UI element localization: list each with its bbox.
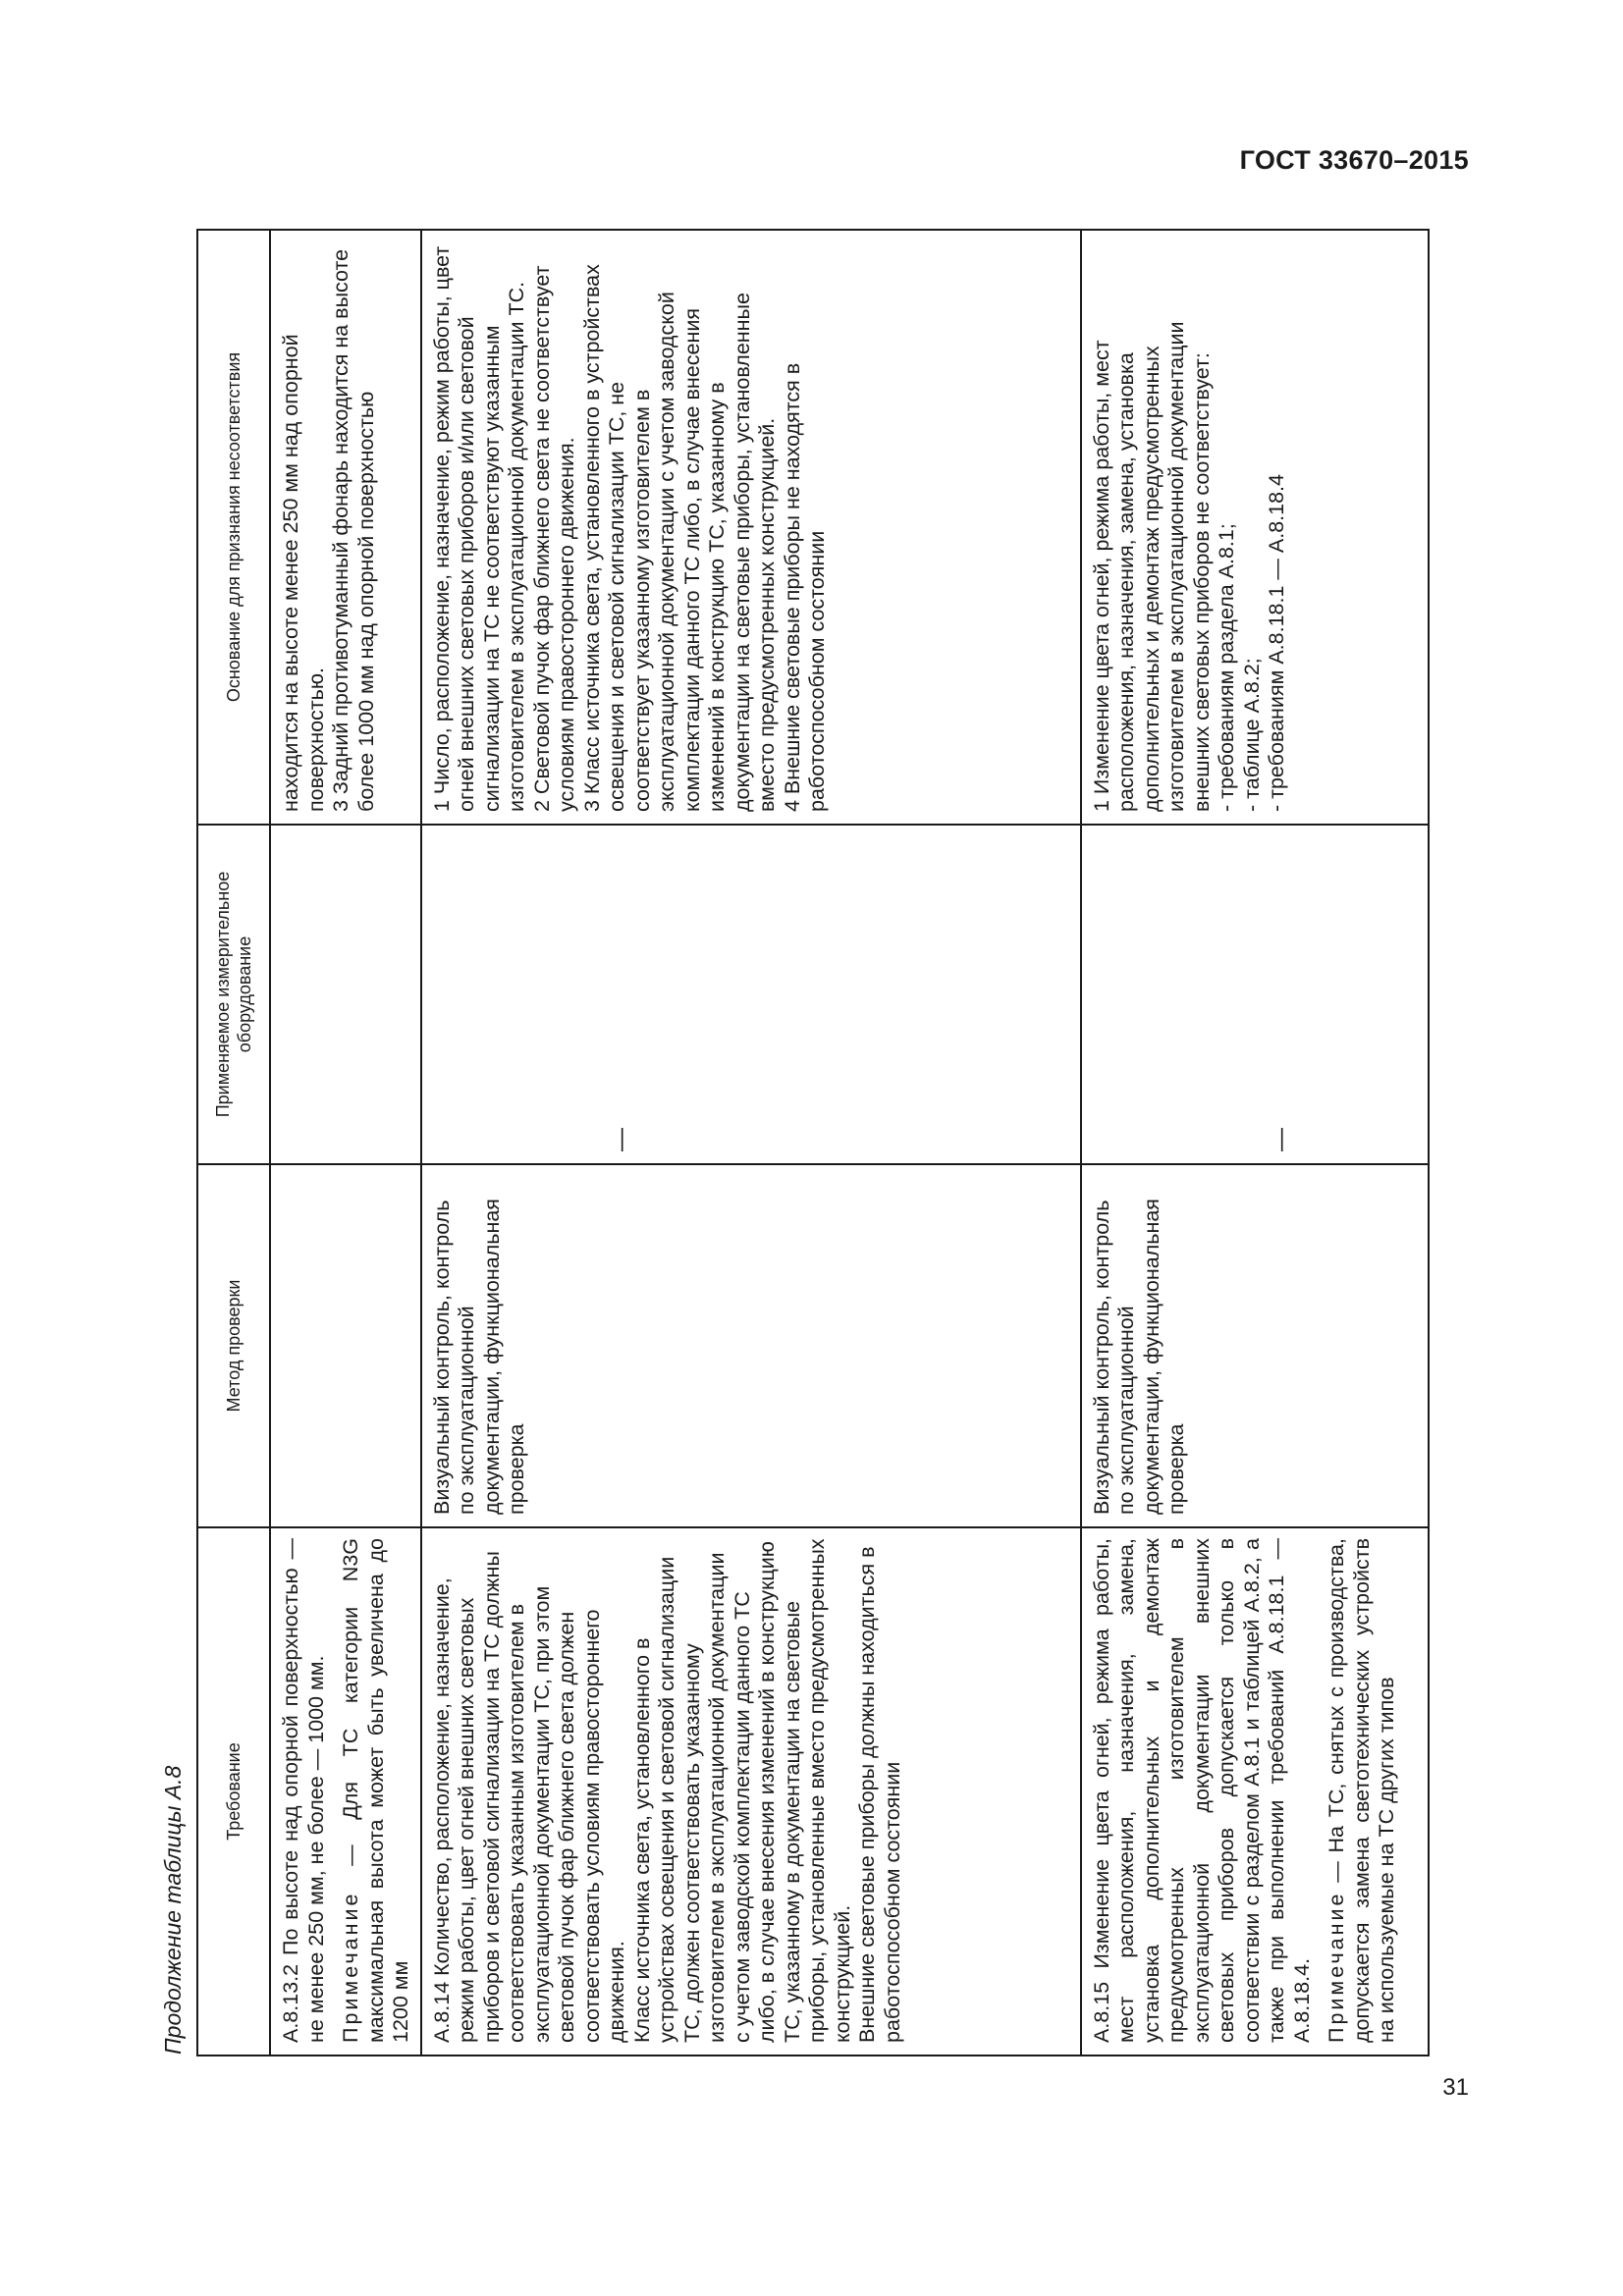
requirements-table bbox=[196, 229, 1430, 2056]
note-label: Примечание bbox=[339, 1891, 362, 2043]
equipment-cell bbox=[270, 825, 421, 1164]
requirement-text: А.8.15 Изменение цвета огней, режима работы, мест расположения, назначения, замена, установка дополнительных и демонтаж предусмотренных изготовителем в эксплуатационной документации внешних световых приборов допускается только в соответствии с разделом А.8.1 и таблицей А.8.2, а также при выполнении требований А.8.18.1 — А.8.18.4. bbox=[1089, 1538, 1314, 2043]
table-header-row bbox=[197, 230, 270, 2056]
method-cell: Визуальный контроль, контроль по эксплуатационной документации, функциональная проверка bbox=[1081, 1164, 1429, 1527]
basis-cell: 1 Изменение цвета огней, режима работы, мест расположения, назначения, замена, установка дополнительных и демонтаж предусмотренных изготовителем в эксплуатационной документации внешних световых приборов не соответствует: - требованиям раздела А.8.1; - таблице А.8.2; - требованиям А.8.18.1 — А.8.18.4 bbox=[1081, 230, 1429, 825]
basis-cell: 1 Число, расположение, назначение, режим работы, цвет огней внешних световых приборов и/или световой сигнализации на ТС не соответствуют указанным изготовителем в эксплуатационной документации ТС. 2 Световой пучок фар ближнего света не соответствует условиям правостороннего движения. 3 Класс источника света, установленного в устройствах освещения и световой сигнализации ТС, не соответствует указанному изготовителем в эксплуатационной документации с учетом заводской комплектации данного ТС либо, в случае внесения изменений в конструкцию ТС, указанному в документации на световые приборы, установленные вместо предусмотренных конструкцией. 4 Внешние световые приборы не находятся в работоспособном состоянии bbox=[421, 230, 1081, 825]
document-standard-header: ГОСТ 33670–2015 bbox=[1239, 145, 1469, 175]
page-number: 31 bbox=[1442, 2074, 1469, 2101]
equipment-cell: — bbox=[1081, 825, 1429, 1164]
requirement-note bbox=[1325, 1538, 1400, 2043]
table-row bbox=[1081, 230, 1429, 2056]
requirement-cell bbox=[270, 1527, 421, 2056]
column-header-requirement: Требование bbox=[197, 1527, 270, 2056]
equipment-cell: — bbox=[421, 825, 1081, 1164]
requirement-note bbox=[339, 1538, 414, 2043]
column-header-equipment: Применяемое измерительное оборудование bbox=[197, 825, 270, 1164]
basis-cell: находится на высоте менее 250 мм над опорной поверхностью. 3 Задний противотуманный фонарь находится на высоте более 1000 мм над опорной поверхностью bbox=[270, 230, 421, 825]
method-cell bbox=[270, 1164, 421, 1527]
note-text: — На ТС, снятых с производства, допускается замена светотехнических устройств на используемые на ТС других типов bbox=[1325, 1538, 1398, 2043]
note-text: — Для ТС категории N3G максимальная высота может быть увеличена до 1200 мм bbox=[339, 1538, 412, 2043]
table-continuation-label: Продолжение таблицы А.8 bbox=[160, 1765, 186, 2055]
method-cell: Визуальный контроль, контроль по эксплуатационной документации, функциональная проверка bbox=[421, 1164, 1081, 1527]
column-header-method: Метод проверки bbox=[197, 1164, 270, 1527]
table-row bbox=[270, 230, 421, 2056]
rotated-table-container bbox=[154, 231, 1431, 2056]
requirement-cell: А.8.14 Количество, расположение, назначение, режим работы, цвет огней внешних световых приборов и световой сигнализации на ТС должны соответствовать указанным изготовителем в эксплуатационной документации ТС, при этом световой пучок фар ближнего света должен соответствовать условиям правостороннего движения. Класс источника света, установленного в устройствах освещения и световой сигнализации ТС, должен соответствовать указанному изготовителем в эксплуатационной документации с учетом заводской комплектации данного ТС либо, в случае внесения изменений в конструкцию ТС, указанному в документации на световые приборы, установленные вместо предусмотренных конструкцией. Внешние световые приборы должны находиться в работоспособном состоянии bbox=[421, 1527, 1081, 2056]
table-row bbox=[421, 230, 1081, 2056]
requirement-cell bbox=[1081, 1527, 1429, 2056]
column-header-basis: Основание для признания несоответствия bbox=[197, 230, 270, 825]
note-label: Примечание bbox=[1325, 1891, 1348, 2043]
requirement-text: А.8.13.2 По высоте над опорной поверхностью — не менее 250 мм, не более — 1000 мм. bbox=[279, 1538, 328, 2043]
